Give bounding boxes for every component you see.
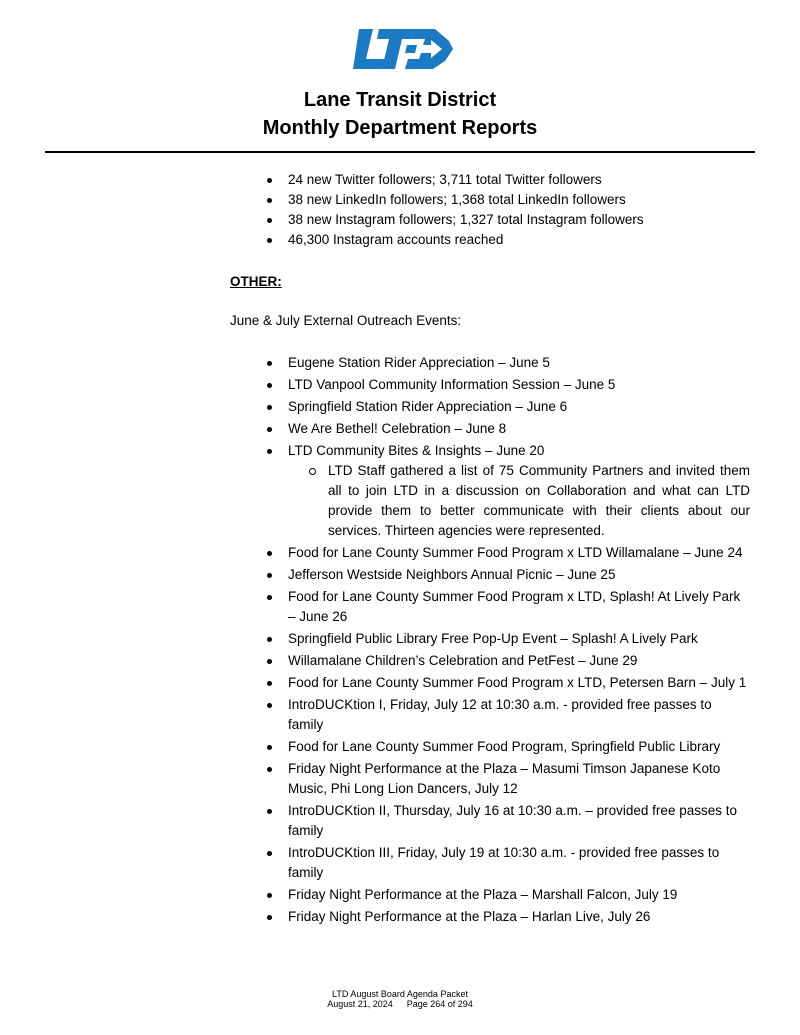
outreach-intro: June & July External Outreach Events: (230, 313, 462, 328)
event-text: We Are Bethel! Celebration – June 8 (288, 421, 507, 436)
event-text: IntroDUCKtion II, Thursday, July 16 at 10:30 a.m. – provided free passes to family (288, 803, 737, 838)
list-item (230, 885, 750, 905)
event-text: Friday Night Performance at the Plaza – Marshall Falcon, July 19 (288, 887, 678, 902)
list-item (230, 375, 750, 395)
list-item (230, 419, 750, 439)
ltd-logo (349, 27, 455, 71)
list-item (230, 737, 750, 757)
event-text: Willamalane Children’s Celebration and PetFest – June 29 (288, 653, 638, 668)
list-item (230, 801, 750, 841)
event-text: Eugene Station Rider Appreciation – June 5 (288, 355, 550, 370)
list-item: 38 new Instagram followers; 1,327 total Instagram followers (230, 210, 750, 230)
event-text: Food for Lane County Summer Food Program x LTD, Splash! At Lively Park – June 26 (288, 589, 741, 624)
event-text: Friday Night Performance at the Plaza – Harlan Live, July 26 (288, 909, 651, 924)
list-item (230, 673, 750, 693)
event-text: LTD Community Bites & Insights – June 20 (288, 443, 545, 458)
footer-date: August 21, 2024 (327, 999, 393, 1009)
page-title-report: Monthly Department Reports (262, 117, 538, 139)
list-item: 38 new LinkedIn followers; 1,368 total LinkedIn followers (230, 190, 750, 210)
list-item (230, 587, 750, 627)
sub-list (288, 461, 750, 541)
footer-date-page (0, 999, 800, 1009)
event-text: Friday Night Performance at the Plaza – Masumi Timson Japanese Koto Music, Phi Long Lion Dancers, July 12 (288, 761, 721, 796)
page-title-org: Lane Transit District (303, 89, 497, 111)
list-item (230, 695, 750, 735)
list-item: 24 new Twitter followers; 3,711 total Twitter followers (230, 170, 750, 190)
sub-list-item: LTD Staff gathered a list of 75 Community Partners and invited them all to join LTD in a discussion on Collaboration and what can LTD provide them to better communicate with their clients about our services. Thirteen agencies were represented. (328, 461, 750, 541)
list-item (230, 397, 750, 417)
footer-page-number: Page 264 of 294 (406, 999, 473, 1009)
event-text: Food for Lane County Summer Food Program x LTD Willamalane – June 24 (288, 545, 743, 560)
list-item (230, 759, 750, 799)
event-text: Jefferson Westside Neighbors Annual Picnic – June 25 (288, 567, 616, 582)
event-text: IntroDUCKtion III, Friday, July 19 at 10:30 a.m. - provided free passes to family (288, 845, 720, 880)
event-text: Springfield Public Library Free Pop-Up Event – Splash! A Lively Park (288, 631, 698, 646)
event-text: IntroDUCKtion I, Friday, July 12 at 10:30 a.m. - provided free passes to family (288, 697, 712, 732)
outreach-events-list (230, 353, 750, 927)
list-item (230, 565, 750, 585)
header-divider (45, 151, 755, 153)
other-heading: OTHER: (230, 274, 282, 289)
footer-packet-title: LTD August Board Agenda Packet (332, 989, 468, 999)
list-item (230, 629, 750, 649)
report-body (230, 170, 750, 929)
list-item (230, 543, 750, 563)
page-footer (0, 989, 800, 1009)
event-text: Food for Lane County Summer Food Program, Springfield Public Library (288, 739, 721, 754)
social-media-stats-list (230, 170, 750, 250)
list-item (230, 651, 750, 671)
list-item (230, 907, 750, 927)
event-text: Food for Lane County Summer Food Program x LTD, Petersen Barn – July 1 (288, 675, 747, 690)
list-item: 46,300 Instagram accounts reached (230, 230, 750, 250)
list-item (230, 353, 750, 373)
event-text: Springfield Station Rider Appreciation – June 6 (288, 399, 568, 414)
event-text: LTD Vanpool Community Information Session – June 5 (288, 377, 616, 392)
list-item (230, 441, 750, 541)
list-item (230, 843, 750, 883)
